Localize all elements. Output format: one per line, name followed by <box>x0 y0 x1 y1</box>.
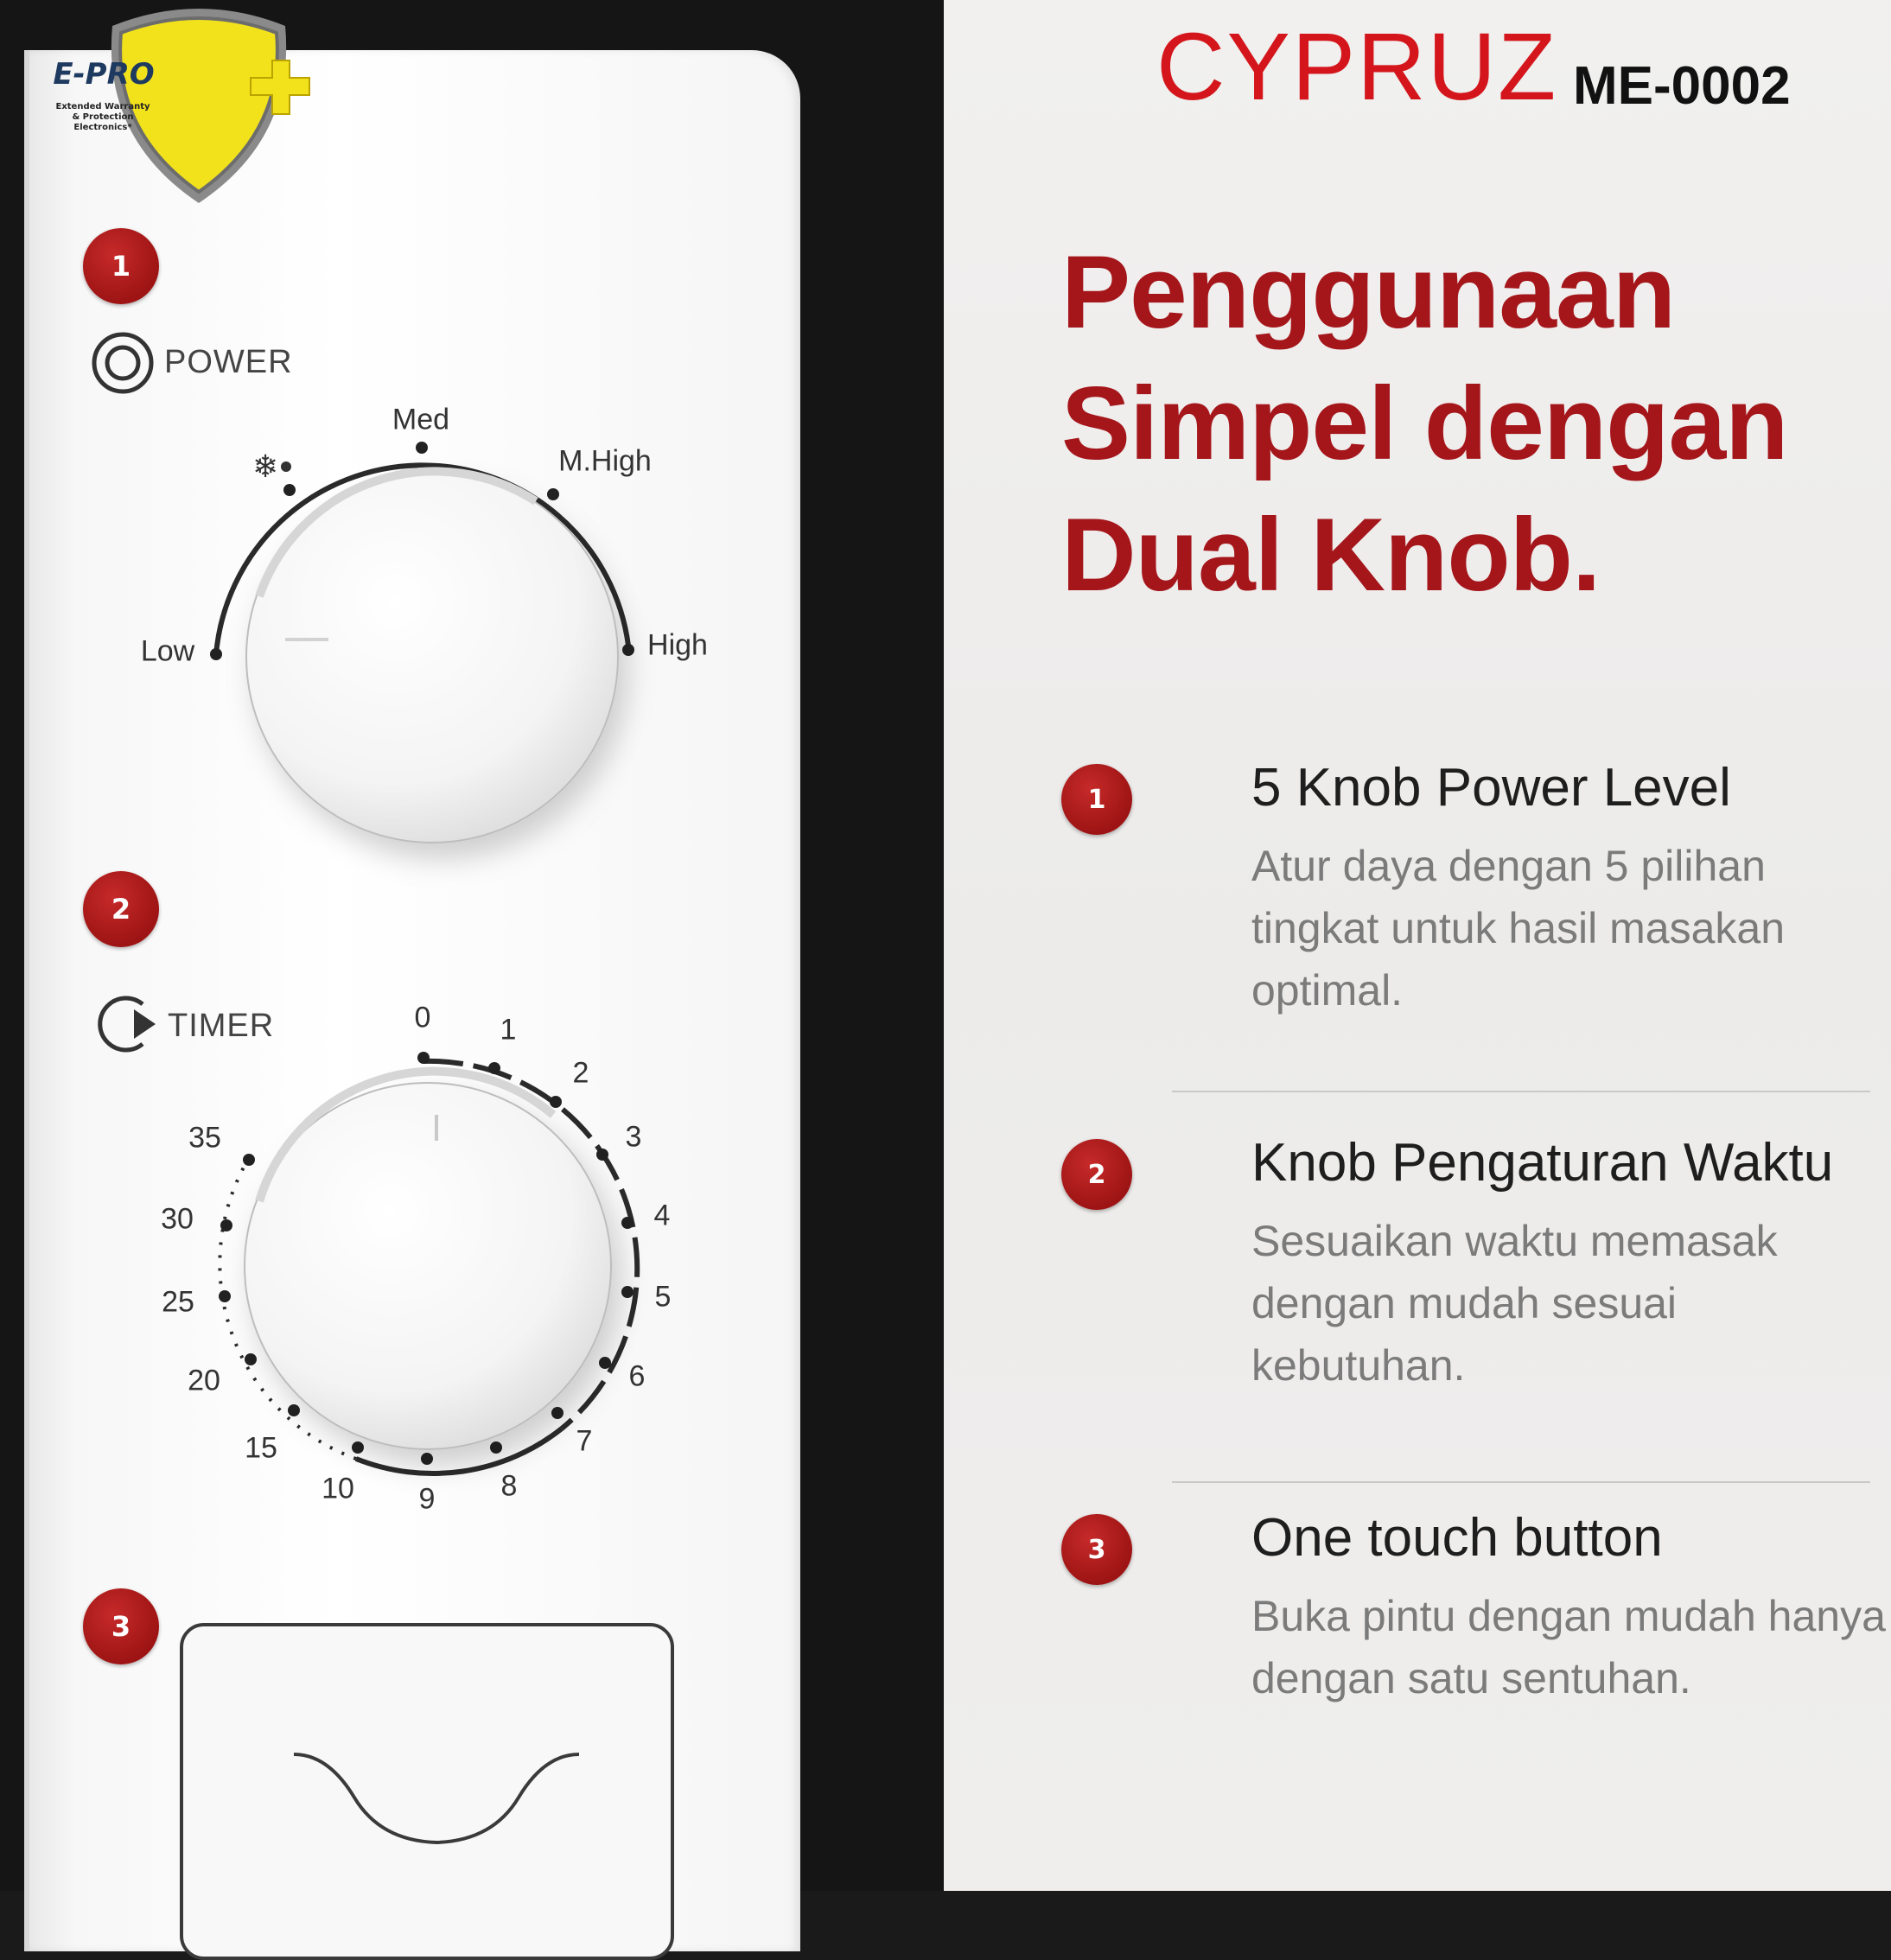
timer-dial-label: 5 <box>654 1280 672 1314</box>
timer-dial-label: 0 <box>414 1001 431 1034</box>
headline-line: Simpel dengan <box>1061 366 1788 481</box>
timer-dial-label: 15 <box>245 1431 277 1465</box>
feature-title: Knob Pengaturan Waktu <box>1251 1133 1834 1193</box>
feature-title: 5 Knob Power Level <box>1251 758 1731 818</box>
timer-dial-label: 20 <box>188 1364 220 1397</box>
feature-desc: Atur daya dengan 5 pilihan tingkat untuk hasil masakan optimal. <box>1251 842 1786 1015</box>
headline <box>1061 226 1787 620</box>
headline-line: Penggunaan <box>1061 234 1676 350</box>
headline-line: Dual Knob. <box>1061 497 1601 613</box>
defrost-icon: ❄ <box>252 449 279 485</box>
marker-1: 1 <box>83 228 159 304</box>
info-panel <box>944 0 1891 1891</box>
divider <box>1172 1481 1870 1483</box>
timer-dial-label: 7 <box>576 1424 593 1458</box>
divider <box>1172 1091 1870 1092</box>
power-label: POWER <box>164 344 293 380</box>
feature-number: 3 <box>1061 1514 1132 1585</box>
power-dial-label: M.High <box>558 444 652 478</box>
timer-dial-label: 1 <box>500 1013 517 1047</box>
timer-dial-label: 9 <box>418 1482 436 1516</box>
marker-3: 3 <box>83 1588 159 1664</box>
feature-desc: Sesuaikan waktu memasak dengan mudah sesuai kebutuhan. <box>1251 1217 1778 1390</box>
timer-dial-label: 6 <box>628 1359 646 1393</box>
power-dial-label: High <box>647 628 708 662</box>
timer-dial-label: 8 <box>500 1469 518 1503</box>
timer-knob <box>245 1083 611 1449</box>
feature-title: One touch button <box>1251 1508 1663 1568</box>
timer-dial-label: 3 <box>625 1120 642 1154</box>
timer-dial-label: 25 <box>162 1285 194 1319</box>
epro-title: E-PRO <box>53 57 155 92</box>
power-dial-label: Low <box>140 634 195 668</box>
feature-number: 1 <box>1061 764 1132 835</box>
door-button-notch <box>294 1746 579 1891</box>
timer-dial-label: 2 <box>572 1056 589 1090</box>
timer-dial-label: 35 <box>188 1121 221 1155</box>
power-dial-label: Med <box>392 403 450 436</box>
epro-subtitle: Extended Warranty & Protection Electronics* <box>55 102 150 132</box>
timer-dial-label: 4 <box>653 1199 671 1232</box>
marker-2: 2 <box>83 871 159 947</box>
product-photo <box>0 0 944 1891</box>
brand-logo: CYPRUZ <box>1156 14 1558 120</box>
model-number: ME-0002 <box>1573 56 1791 116</box>
timer-dial-label: 30 <box>161 1202 194 1236</box>
feature-number: 2 <box>1061 1139 1132 1210</box>
feature-desc: Buka pintu dengan mudah hanya dengan satu sentuhan. <box>1251 1592 1886 1702</box>
power-icon <box>94 334 151 391</box>
timer-label: TIMER <box>168 1008 275 1044</box>
timer-dial-label: 10 <box>322 1472 354 1505</box>
